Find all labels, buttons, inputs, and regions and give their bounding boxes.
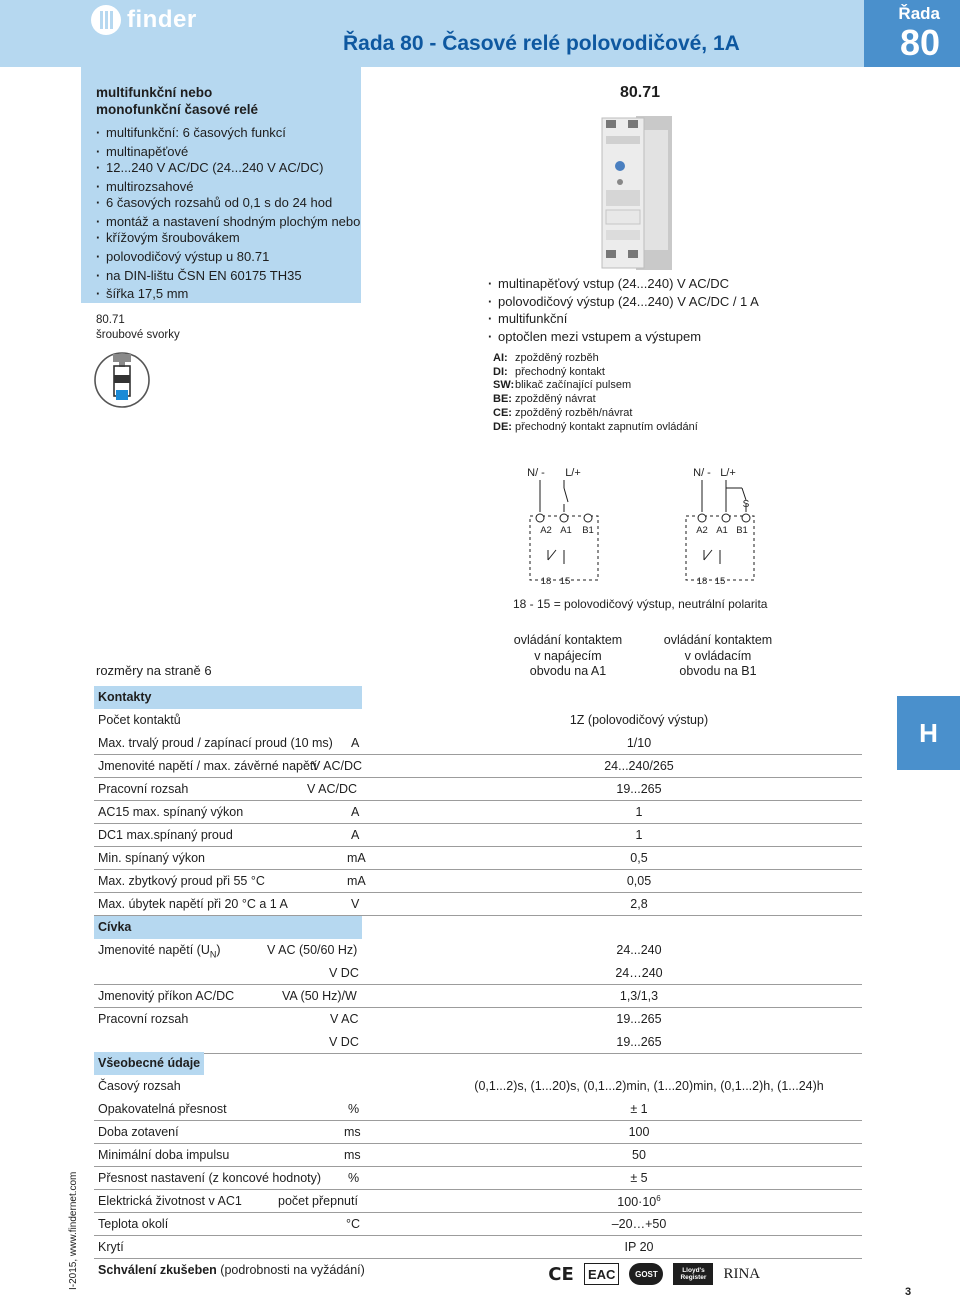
row-label: Doba zotavení xyxy=(98,1125,179,1139)
series-badge xyxy=(864,0,960,67)
row-label xyxy=(98,1263,365,1277)
row-label: Opakovatelná přesnost xyxy=(98,1102,227,1116)
function-code: DE: xyxy=(493,420,512,433)
row-value: ± 5 xyxy=(630,1171,648,1185)
function-code: AI: xyxy=(493,352,508,364)
approval-marks xyxy=(548,1260,760,1288)
table-row xyxy=(94,1144,862,1167)
row-value: 19...265 xyxy=(616,1035,662,1049)
row-label: Min. spínaný výkon xyxy=(98,851,205,865)
supply-label: N/ - xyxy=(693,467,711,479)
row-unit: mA xyxy=(347,851,366,865)
row-unit: VA (50 Hz)/W xyxy=(282,989,357,1003)
terminal-label-b1: B1 xyxy=(736,525,748,536)
row-value: 24...240/265 xyxy=(604,759,674,773)
column-head-b1 xyxy=(648,633,788,680)
function-code: BE: xyxy=(493,393,512,406)
function-desc: zpožděný rozběh/návrat xyxy=(515,406,633,419)
table-row xyxy=(94,1008,862,1031)
feature-item: · polovodičový výstup u 80.71 xyxy=(96,249,361,265)
row-value: IP 20 xyxy=(624,1240,654,1254)
table-row xyxy=(94,1167,862,1190)
terminal-label-a2: A2 xyxy=(696,525,708,536)
row-unit: ms xyxy=(344,1125,361,1139)
terminal-label-a2: A2 xyxy=(540,525,552,536)
row-unit: ms xyxy=(344,1148,361,1162)
row-value: 24…240 xyxy=(615,966,663,980)
eac-mark-icon: EAC xyxy=(584,1263,619,1285)
feature-item: · montáž a nastavení shodným plochým nebo xyxy=(96,214,361,230)
row-unit: V DC xyxy=(329,1035,359,1049)
row-unit: A xyxy=(351,828,360,842)
function-row xyxy=(493,366,698,380)
column-head-a1 xyxy=(498,633,638,680)
section-title: Cívka xyxy=(98,920,132,934)
column-head-line: v ovládacím xyxy=(684,648,752,663)
row-label-text: Jmenovité napětí (U xyxy=(98,943,210,957)
series-label: Řada xyxy=(898,4,940,23)
line-label: L/+ xyxy=(720,467,736,479)
row-label: AC15 max. spínaný výkon xyxy=(98,805,244,819)
spec-item: · optočlen mezi vstupem a výstupem xyxy=(488,328,759,346)
function-row xyxy=(493,379,698,393)
screw-terminal-icon xyxy=(93,351,151,409)
row-label: Teplota okolí xyxy=(98,1217,169,1231)
terminal-info xyxy=(96,313,180,343)
table-row xyxy=(94,1031,862,1054)
row-label: Počet kontaktů xyxy=(98,713,181,727)
approvals-note: (podrobnosti na vyžádání) xyxy=(216,1263,365,1277)
table-row xyxy=(94,939,862,962)
feature-item: · křížovým šroubovákem xyxy=(96,230,361,246)
lloyds-register-icon: Lloyd's Register xyxy=(673,1263,713,1285)
approvals-label: Schválení zkušeben xyxy=(98,1263,217,1277)
table-row xyxy=(94,755,862,778)
model-number: 80.71 xyxy=(96,314,125,326)
table-row xyxy=(94,1236,862,1259)
row-value: 19...265 xyxy=(616,782,662,796)
section-title: Kontakty xyxy=(98,690,152,704)
row-unit: počet přepnutí xyxy=(278,1194,358,1208)
row-unit: A xyxy=(351,805,360,819)
row-unit: V xyxy=(351,897,360,911)
table-row xyxy=(94,985,862,1008)
row-value: 1,3/1,3 xyxy=(619,989,659,1003)
feature-item: · multirozsahové xyxy=(96,179,361,195)
row-label: Max. trvalý proud / zapínací proud (10 ms) xyxy=(98,736,333,750)
function-desc: zpožděný návrat xyxy=(515,393,596,406)
row-value: 1 xyxy=(635,805,643,819)
relay-product-image xyxy=(598,110,673,276)
row-value: ± 1 xyxy=(630,1102,648,1116)
terminal-label-b1: B1 xyxy=(582,525,594,536)
output-label-18: 18 xyxy=(696,576,708,587)
row-value: 0,5 xyxy=(630,851,648,865)
row-label: DC1 max.spínaný proud xyxy=(98,828,233,842)
row-unit: V AC/DC xyxy=(307,782,358,796)
row-label-text: ) xyxy=(216,943,221,957)
table-row xyxy=(94,709,862,732)
footer-edition: I-2015, www.findernet.com xyxy=(68,1171,79,1290)
row-value: 1 xyxy=(635,828,643,842)
row-unit: V DC xyxy=(329,966,359,980)
row-label: Jmenovité napětí / max. závěrné napětí xyxy=(98,759,317,773)
page-number: 3 xyxy=(905,1286,912,1298)
feature-item: · šířka 17,5 mm xyxy=(96,286,361,302)
column-head-line: obvodu na B1 xyxy=(679,664,757,678)
section-title: Všeobecné údaje xyxy=(98,1056,201,1070)
row-unit: V AC xyxy=(330,1012,359,1026)
column-head-line: v napájecím xyxy=(534,648,602,663)
product-spec-list xyxy=(488,275,759,345)
row-value: (0,1...2)s, (1...20)s, (0,1...2)min, (1...20)min, (0,1...2)h, (1...24)h xyxy=(474,1079,824,1093)
row-label: Časový rozsah xyxy=(98,1079,181,1093)
spec-item: · multifunkční xyxy=(488,310,759,328)
series-number: 80 xyxy=(899,22,940,63)
function-desc: přechodný kontakt xyxy=(515,365,605,378)
function-code: DI: xyxy=(493,365,508,378)
terminal-label-a1: A1 xyxy=(560,525,572,536)
logo-text: finder xyxy=(127,6,197,33)
table-row xyxy=(94,847,862,870)
section-coil xyxy=(94,916,362,939)
finder-logo xyxy=(91,3,197,37)
row-label: Minimální doba impulsu xyxy=(98,1148,230,1162)
table-row xyxy=(94,1190,862,1213)
output-label-15: 15 xyxy=(559,576,571,587)
table-row xyxy=(94,1213,862,1236)
column-head-line: ovládání kontaktem xyxy=(513,633,623,647)
output-label-18: 18 xyxy=(540,576,552,587)
function-desc: zpožděný rozběh xyxy=(515,352,599,364)
row-value: 19...265 xyxy=(616,1012,662,1026)
row-value: 2,8 xyxy=(630,897,648,911)
section-contacts xyxy=(94,686,362,709)
row-label: Jmenovitý příkon AC/DC xyxy=(98,989,235,1003)
row-label: Přesnost nastavení (z koncové hodnoty) xyxy=(98,1171,322,1185)
feature-item: · multinapěťové xyxy=(96,144,361,160)
function-desc: přechodný kontakt zapnutím ovládání xyxy=(515,420,698,433)
wiring-note: 18 - 15 = polovodičový výstup, neutrální polarita xyxy=(513,597,768,611)
row-label xyxy=(98,943,221,960)
column-head-line: obvodu na A1 xyxy=(529,664,607,678)
row-label: Max. zbytkový proud při 55 °C xyxy=(98,874,265,888)
function-desc: blikač začínající pulsem xyxy=(515,379,632,392)
dimensions-note: rozměry na straně 6 xyxy=(96,663,212,678)
rina-mark-icon: RINA xyxy=(723,1265,761,1282)
table-row xyxy=(94,893,862,916)
function-code: CE: xyxy=(493,406,512,419)
row-label-sub: N xyxy=(209,949,217,960)
function-row xyxy=(493,407,698,421)
switch-label: S xyxy=(742,499,750,510)
row-value: –20…+50 xyxy=(611,1217,667,1231)
section-general xyxy=(94,1052,204,1075)
table-row xyxy=(94,870,862,893)
table-row xyxy=(94,801,862,824)
row-value: 1/10 xyxy=(626,736,652,750)
feature-list xyxy=(96,125,361,305)
function-list xyxy=(493,352,698,434)
function-code: SW: xyxy=(493,379,515,392)
finder-logo-icon xyxy=(91,5,121,35)
row-label: Pracovní rozsah xyxy=(98,782,189,796)
subtitle-line: monofunkční časové relé xyxy=(96,102,259,117)
table-row xyxy=(94,824,862,847)
function-row xyxy=(493,352,698,366)
feature-item: · 6 časových rozsahů od 0,1 s do 24 hod xyxy=(96,195,361,211)
supply-label: N/ - xyxy=(527,467,545,479)
wiring-diagrams xyxy=(520,460,780,590)
subtitle-line: multifunkční nebo xyxy=(96,85,213,100)
page-title: Řada 80 - Časové relé polovodičové, 1A xyxy=(343,32,740,55)
table-row xyxy=(94,1098,862,1121)
table-row xyxy=(94,778,862,801)
row-label: Pracovní rozsah xyxy=(98,1012,189,1026)
row-unit: mA xyxy=(347,874,366,888)
gost-mark-icon: GOST xyxy=(629,1263,663,1285)
row-unit: % xyxy=(348,1171,360,1185)
row-label: Krytí xyxy=(98,1240,124,1254)
spec-item: · polovodičový výstup (24...240) V AC/DC / 1 A xyxy=(488,293,759,311)
table-row xyxy=(94,1075,862,1098)
feature-item: · multifunkční: 6 časových funkcí xyxy=(96,125,361,141)
row-value: 100 xyxy=(628,1125,650,1139)
line-label: L/+ xyxy=(565,467,581,479)
row-unit: °C xyxy=(346,1217,361,1231)
row-value xyxy=(404,1194,874,1209)
ce-mark-icon: CE xyxy=(548,1263,574,1285)
feature-item: · 12...240 V AC/DC (24...240 V AC/DC) xyxy=(96,160,361,176)
terminal-type: šroubové svorky xyxy=(96,329,180,341)
row-value: 24...240 xyxy=(616,943,662,957)
product-model: 80.71 xyxy=(620,84,661,101)
intro-subtitle xyxy=(96,84,258,118)
row-unit: V AC/DC xyxy=(312,759,363,773)
feature-item: · na DIN-lištu ČSN EN 60175 TH35 xyxy=(96,268,361,284)
row-unit: V AC (50/60 Hz) xyxy=(267,943,358,957)
column-head-line: ovládání kontaktem xyxy=(663,633,773,647)
row-value: 50 xyxy=(632,1148,646,1162)
output-label-15: 15 xyxy=(714,576,726,587)
row-unit: A xyxy=(351,736,360,750)
row-value-text: 100·10 xyxy=(617,1195,657,1210)
table-row xyxy=(94,962,862,985)
row-value: 0,05 xyxy=(626,874,652,888)
page-header xyxy=(0,0,960,67)
terminal-label-a1: A1 xyxy=(716,525,728,536)
row-unit: % xyxy=(348,1102,360,1116)
function-row xyxy=(493,421,698,435)
section-tab-h: H xyxy=(897,696,960,770)
spec-item: · multinapěťový vstup (24...240) V AC/DC xyxy=(488,275,759,293)
row-label: Max. úbytek napětí při 20 °C a 1 A xyxy=(98,897,288,911)
row-value-exponent: 6 xyxy=(656,1194,661,1203)
row-value: 1Z (polovodičový výstup) xyxy=(569,713,709,727)
function-row xyxy=(493,393,698,407)
table-row xyxy=(94,732,862,755)
table-row xyxy=(94,1121,862,1144)
row-label: Elektrická životnost v AC1 xyxy=(98,1194,242,1208)
